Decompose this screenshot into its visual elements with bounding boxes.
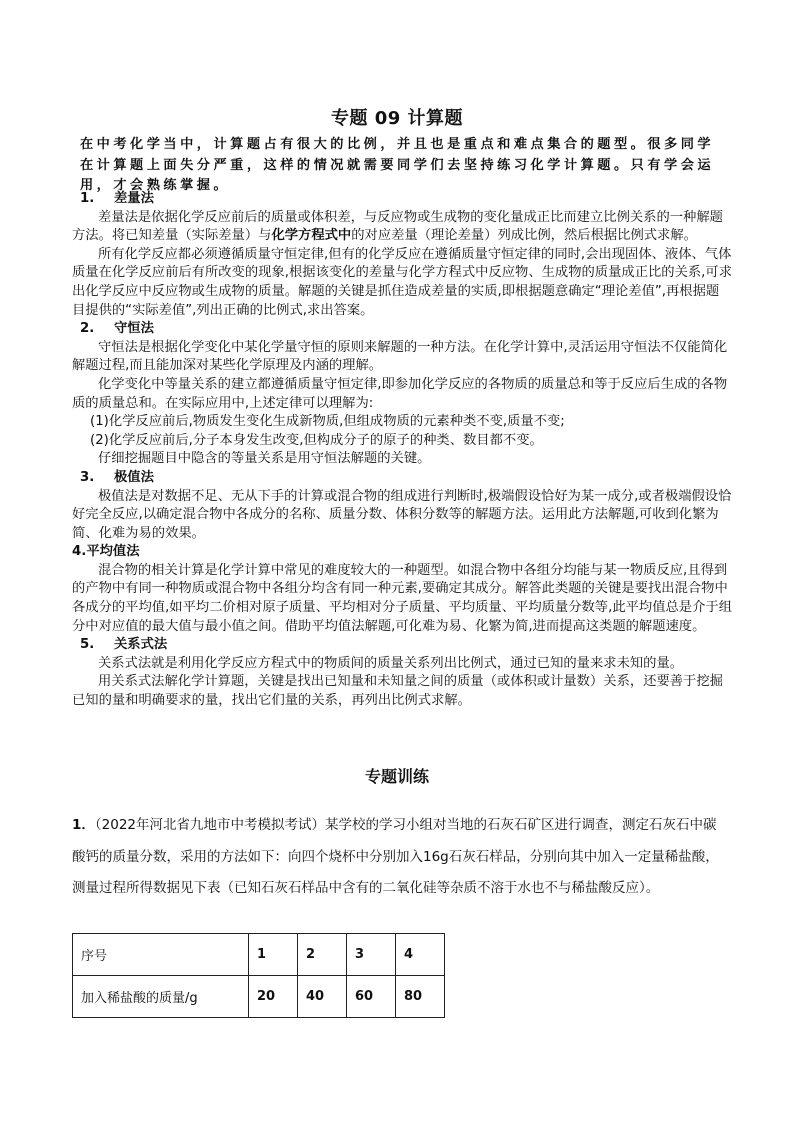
- section-heading-3: 3. 极值法: [80, 469, 154, 485]
- section-5-para-2: 用关系式法解化学计算题，关键是找出已知量和未知量之间的质量（或体积或计量数）关系，还要善于挖掘已知的量和明确要求的量，找出它们量的关系，再列出比例式求解。: [72, 674, 723, 709]
- section-3-para-1: 极值法是对数据不足、无从下手的计算或混合物的组成进行判断时,极端假设恰好为某一成分,或者极端假设恰好完全反应,以确定混合物中各成分的名称、质量分数、体积分数等的解题方法。运用此方法解题,可收到化繁为简、化难为易的效果。: [72, 488, 732, 541]
- section-heading-1: 1. 差量法: [80, 191, 154, 206]
- page-title: 专题 09 计算题: [330, 108, 464, 129]
- table-cell: 1: [249, 934, 298, 976]
- section-2-tail: 仔细挖掘题目中隐含的等量关系是用守恒法解题的关键。: [98, 451, 431, 467]
- methods-content: [72, 190, 732, 711]
- table-cell: 3: [347, 934, 396, 976]
- table-cell: 80: [396, 976, 445, 1018]
- question-1: [72, 810, 727, 905]
- intro-paragraph: 在中考化学当中，计算题占有很大的比例，并且也是重点和难点集合的题型。很多同学在计算题上面失分严重，这样的情况就需要同学们去坚持练习化学计算题。只有学会运用，才会熟练掌握。: [80, 137, 715, 193]
- question-1-text: 1．（2022年河北省九地市中考模拟考试）某学校的学习小组对当地的石灰石矿区进行调查，测定石灰石中碳酸钙的质量分数，采用的方法如下：向四个烧杯中分别加入16g石灰石样品，分别向其中加入一定量稀盐酸，测量过程所得数据见下表（已知石灰石样品中含有的二氧化硅等杂质不溶于水也不与稀盐酸反应）。: [72, 817, 719, 896]
- training-title: 专题训练: [364, 767, 429, 786]
- section-heading-5: 5. 关系式法: [80, 637, 168, 653]
- section-4-para-1: 混合物的相关计算是化学计算中常见的难度较大的一种题型。如混合物中各组分均能与某一物质反应,且得到的产物中有同一种物质或混合物中各组分均含有同一种元素,要确定其成分。解答此类题的关键是要找出混合物中各成分的平均值,如平均二价相对原子质量、平均相对分子质量、平均质量、平均质量分数等,此平均值总是介于组分中对应值的最大值与最小值之间。借助平均值法解题,可化难为易、化繁为简,进而提高这类题的解题速度。: [72, 562, 732, 634]
- data-table: [72, 933, 445, 1018]
- section-2-para-1: 守恒法是根据化学变化中某化学量守恒的原则来解题的一种方法。在化学计算中,灵活运用守恒法不仅能简化解题过程,而且能加深对某些化学原理及内涵的理解。: [72, 339, 728, 374]
- section-5-para-1: 关系式法就是利用化学反应方程式中的物质间的质量关系列出比例式，通过已知的量来求未知的量。: [98, 655, 684, 671]
- table-cell: 20: [249, 976, 298, 1018]
- table-row: [73, 976, 445, 1018]
- section-2-sub-2: (2)化学反应前后,分子本身发生改变,但构成分子的原子的种类、数目都不变。: [90, 432, 543, 448]
- table-row: [73, 934, 445, 976]
- section-2-sub-1: (1)化学反应前后,物质发生变化生成新物质,但组成物质的元素种类不变,质量不变;: [90, 414, 565, 430]
- section-heading-2: 2. 守恒法: [80, 321, 154, 337]
- table-cell: 序号: [73, 934, 249, 976]
- section-2-para-2: 化学变化中等量关系的建立都遵循质量守恒定律,即参加化学反应的各物质的质量总和等于反应后生成的各物质的质量总和。在实际应用中,上述定律可以理解为:: [72, 376, 728, 411]
- section-heading-4: 4.平均值法: [72, 544, 140, 560]
- table-cell: 加入稀盐酸的质量/g: [73, 976, 249, 1018]
- section-1-para-1: 差量法是依据化学反应前后的质量或体积差，与反应物或生成物的变化量成正比而建立比例关系的一种解题方法。将已知差量（实际差量）与化学方程式中的对应差量（理论差量）列成比例，然后根据比例式求解。: [72, 209, 723, 244]
- table-cell: 4: [396, 934, 445, 976]
- table-cell: 40: [298, 976, 347, 1018]
- table-cell: 2: [298, 934, 347, 976]
- section-1-para-2: 所有化学反应都必须遵循质量守恒定律,但有的化学反应在遵循质量守恒定律的同时,会出现固体、液体、气体质量在化学反应前后有所改变的现象,根据该变化的差量与化学方程式中反应物、生成物的质量成正比的关系,可求出化学反应中反应物或生成物的质量。解题的关键是抓住造成差量的实质,即根据题意确定“理论差值”,再根据题目提供的“实际差值”,列出正确的比例式,求出答案。: [72, 246, 732, 318]
- table-cell: 60: [347, 976, 396, 1018]
